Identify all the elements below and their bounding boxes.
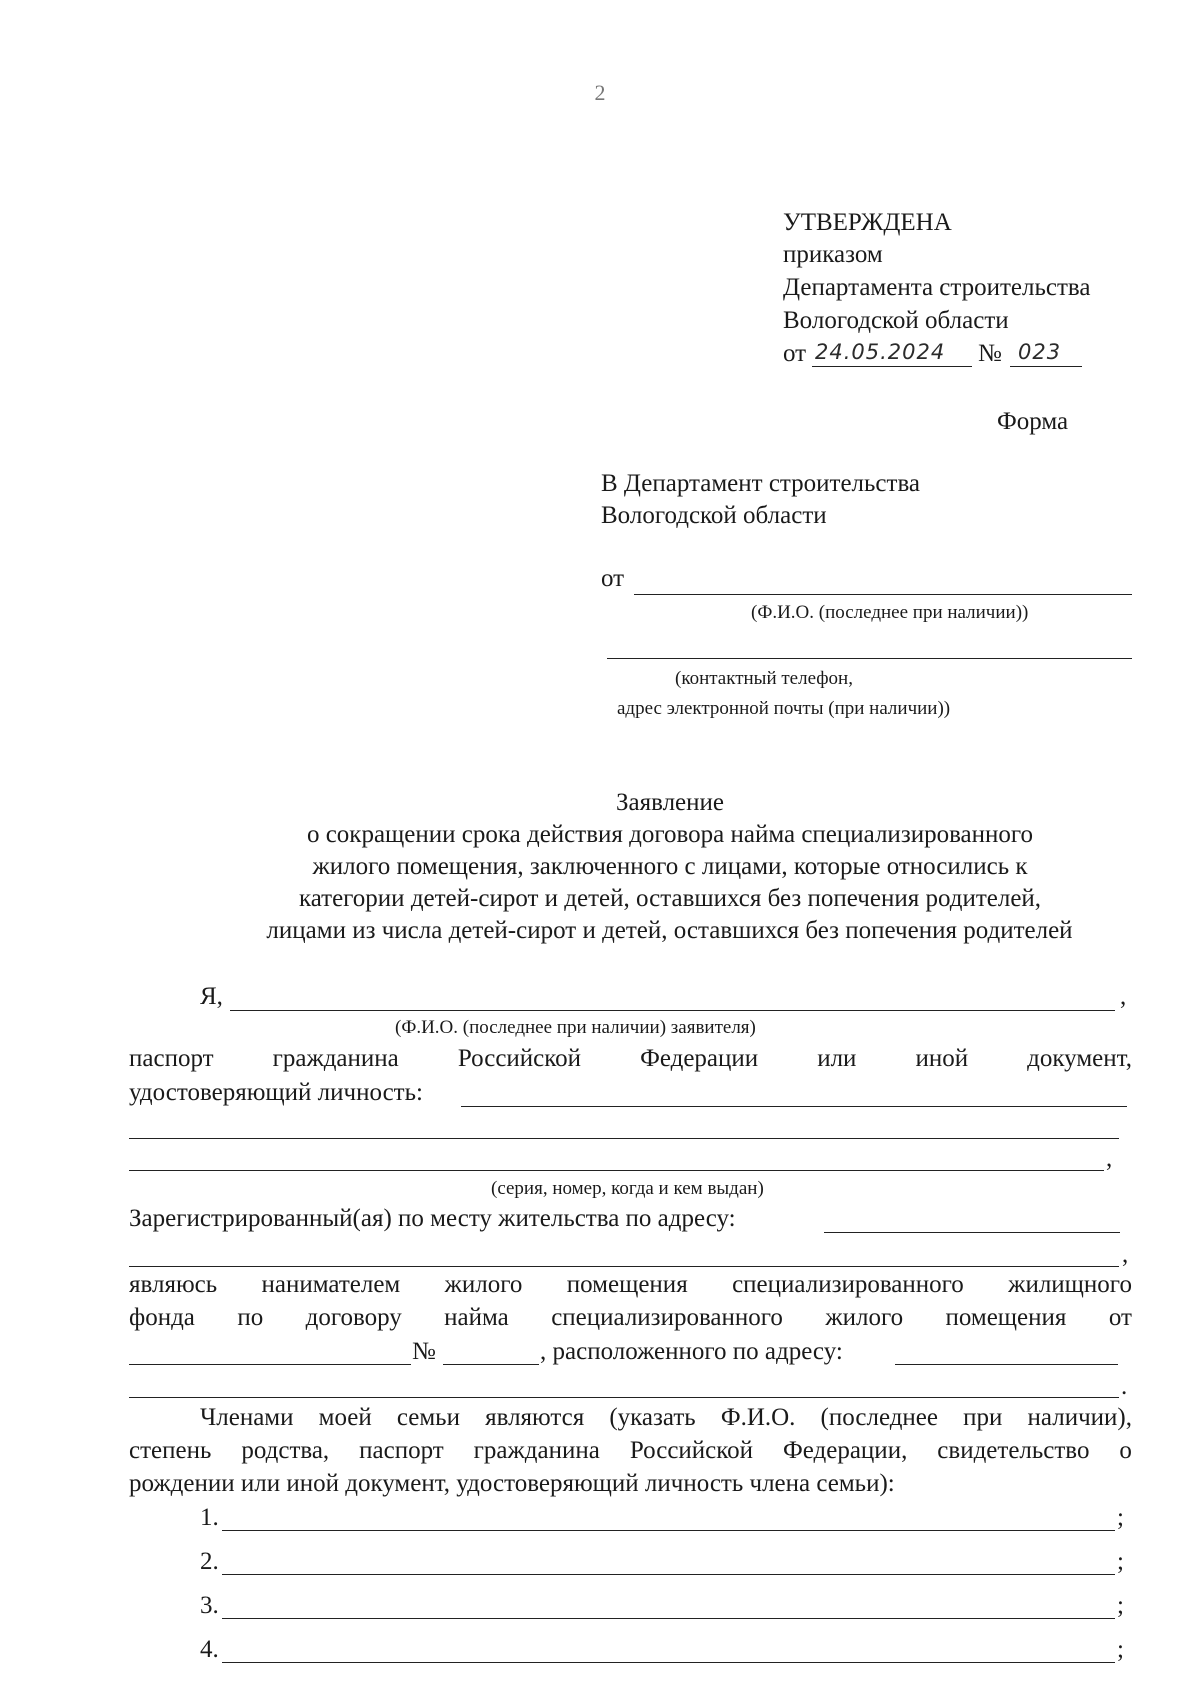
family-line-1	[200, 1403, 1132, 1433]
family-member-field-4[interactable]	[222, 1662, 1115, 1663]
family-word: свидетельство	[937, 1437, 1090, 1464]
family-line-2	[129, 1436, 1132, 1466]
family-word: моей	[318, 1404, 372, 1431]
family-word: Федерации,	[783, 1437, 908, 1464]
tenant-word: договору	[305, 1304, 402, 1331]
family-member-number: 1.	[200, 1504, 219, 1531]
identity-doc-field-3[interactable]	[129, 1170, 1104, 1171]
family-word: при	[963, 1404, 1003, 1431]
approval-date-handwritten: 24.05.2024	[815, 340, 946, 364]
family-word: паспорт	[359, 1437, 444, 1464]
family-word: гражданина	[473, 1437, 600, 1464]
sender-fio-field[interactable]	[634, 594, 1132, 595]
passport-line	[129, 1044, 1132, 1074]
approval-number-line	[1010, 366, 1082, 367]
family-member-end: ;	[1117, 1548, 1124, 1575]
sender-fio-caption: (Ф.И.О. (последнее при наличии))	[751, 602, 1029, 623]
approval-line-region: Вологодской области	[783, 307, 1009, 334]
passport-word: Федерации	[640, 1045, 759, 1072]
identity-doc-comma: ,	[1106, 1145, 1113, 1172]
tenant-word: являюсь	[129, 1271, 218, 1298]
applicant-fio-field[interactable]	[230, 1010, 1115, 1011]
passport-word: иной	[915, 1045, 969, 1072]
registered-address-field-1[interactable]	[824, 1232, 1120, 1233]
family-member-end: ;	[1117, 1636, 1124, 1663]
tenant-word: по	[237, 1304, 264, 1331]
approval-date-line	[812, 366, 972, 367]
addressee-from-label: от	[601, 565, 625, 592]
family-word: родства,	[241, 1437, 330, 1464]
family-word: о	[1119, 1437, 1132, 1464]
family-word: степень	[129, 1437, 212, 1464]
family-member-number: 2.	[200, 1548, 219, 1575]
tenant-word: жилищного	[1008, 1271, 1132, 1298]
family-member-end: ;	[1117, 1592, 1124, 1619]
family-member-field-1[interactable]	[222, 1530, 1115, 1531]
approval-line-order: приказом	[783, 241, 883, 268]
family-word: Членами	[200, 1404, 294, 1431]
contract-address-field-2[interactable]	[129, 1397, 1119, 1398]
family-word: (указать	[609, 1404, 696, 1431]
passport-word: или	[817, 1045, 857, 1072]
tenant-word: помещения	[945, 1304, 1067, 1331]
sender-contact-caption-1: (контактный телефон,	[675, 668, 853, 689]
family-word: Российской	[629, 1437, 754, 1464]
tenant-word: жилого	[444, 1271, 523, 1298]
family-line-3: рождении или иной документ, удостоверяющий личность члена семьи):	[129, 1470, 895, 1497]
contract-number-sign: №	[412, 1338, 436, 1365]
contract-address-period: .	[1121, 1373, 1128, 1400]
identity-doc-field-2[interactable]	[129, 1138, 1119, 1139]
family-member-number: 3.	[200, 1592, 219, 1619]
statement-subtitle-2: жилого помещения, заключенного с лицами, которые относились к	[312, 853, 1028, 880]
tenant-word: специализированного	[732, 1271, 964, 1298]
contract-number-field[interactable]	[443, 1364, 539, 1365]
family-word: наличии),	[1027, 1404, 1132, 1431]
registered-label: Зарегистрированный(ая) по месту жительства по адресу:	[129, 1205, 736, 1232]
tenant-word: специализированного	[551, 1304, 783, 1331]
approval-line-department: Департамента строительства	[783, 274, 1091, 301]
page-number: 2	[594, 80, 606, 105]
tenant-word: найма	[444, 1304, 509, 1331]
passport-word: паспорт	[129, 1045, 214, 1072]
sender-contact-field[interactable]	[607, 658, 1132, 659]
passport-word: Российской	[457, 1045, 582, 1072]
family-member-number: 4.	[200, 1636, 219, 1663]
family-word: (последнее	[820, 1404, 939, 1431]
passport-word: документ,	[1027, 1045, 1132, 1072]
applicant-i-label: Я,	[200, 983, 223, 1010]
approval-number-handwritten: 023	[1018, 340, 1062, 364]
contract-located-label: , расположенного по адресу:	[540, 1338, 843, 1365]
registered-address-field-2[interactable]	[129, 1266, 1119, 1267]
identity-label: удостоверяющий личность:	[129, 1079, 423, 1106]
approval-from-label: от	[783, 340, 807, 367]
family-member-end: ;	[1117, 1504, 1124, 1531]
family-word: являются	[485, 1404, 585, 1431]
identity-doc-field-1[interactable]	[461, 1106, 1127, 1107]
form-label: Форма	[997, 408, 1069, 435]
family-word: Ф.И.О.	[720, 1404, 796, 1431]
statement-subtitle-1: о сокращении срока действия договора найма специализированного	[306, 821, 1034, 848]
sender-contact-caption-2: адрес электронной почты (при наличии))	[617, 698, 951, 719]
contract-address-field-1[interactable]	[895, 1364, 1118, 1365]
tenant-word: нанимателем	[261, 1271, 401, 1298]
family-member-field-2[interactable]	[222, 1574, 1115, 1575]
approval-title: УТВЕРЖДЕНА	[783, 209, 952, 236]
tenant-line-2	[129, 1303, 1132, 1333]
tenant-word: помещения	[566, 1271, 688, 1298]
tenant-line-1	[129, 1270, 1132, 1300]
family-word: семьи	[396, 1404, 460, 1431]
addressee-line-region: Вологодской области	[601, 502, 827, 529]
passport-word: гражданина	[272, 1045, 399, 1072]
tenant-word: жилого	[825, 1304, 904, 1331]
approval-number-label: №	[978, 340, 1002, 367]
applicant-fio-comma: ,	[1120, 983, 1127, 1010]
identity-doc-caption: (серия, номер, когда и кем выдан)	[491, 1178, 764, 1199]
statement-subtitle-3: категории детей-сирот и детей, оставшихся без попечения родителей,	[298, 885, 1042, 912]
addressee-line-department: В Департамент строительства	[601, 470, 921, 497]
registered-address-comma: ,	[1122, 1241, 1129, 1268]
statement-heading: Заявление	[615, 789, 725, 816]
contract-date-field[interactable]	[129, 1364, 411, 1365]
family-member-field-3[interactable]	[222, 1618, 1115, 1619]
tenant-word: от	[1108, 1304, 1132, 1331]
statement-subtitle-4: лицами из числа детей-сирот и детей, оставшихся без попечения родителей	[266, 917, 1073, 944]
applicant-fio-caption: (Ф.И.О. (последнее при наличии) заявителя)	[395, 1017, 756, 1038]
tenant-word: фонда	[129, 1304, 195, 1331]
